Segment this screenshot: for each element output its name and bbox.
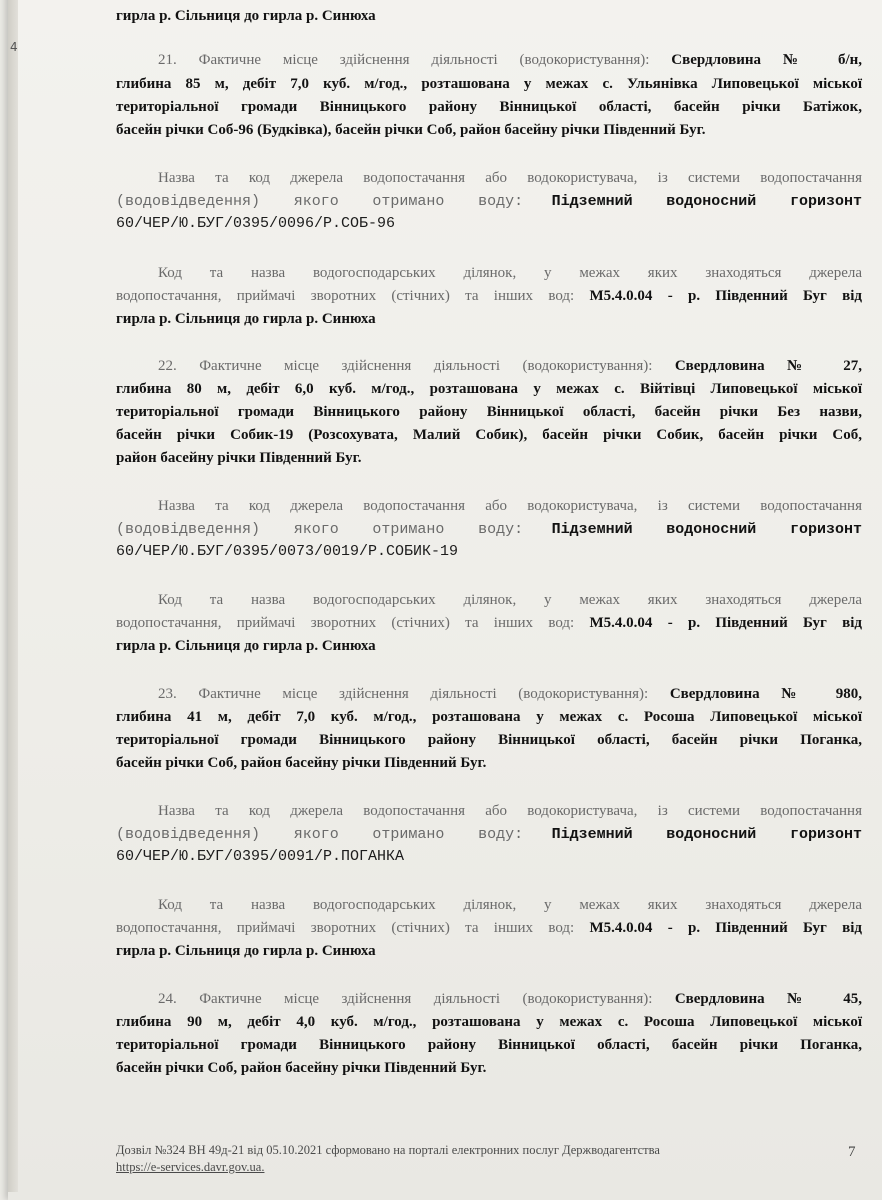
entry-24-line-3: територіальної громади Вінницького району Вінницької області, басейн річки Поганка,	[116, 1037, 862, 1053]
top-line: гирла р. Сільниця до гирла р. Синюха	[116, 8, 376, 24]
footer-permit-text: Дозвіл №324 ВН 49д-21 від 05.10.2021 сформовано на порталі електронних послуг Держводагентства	[116, 1143, 660, 1157]
entry-22-code-2: водопостачання, приймачі зворотних (стічних) та інших вод: М5.4.0.04 - р. Південний Буг від	[116, 615, 863, 631]
entry-23-code-3: гирла р. Сільниця до гирла р. Синюха	[116, 943, 376, 959]
entry-24-line-2: глибина 90 м, дебіт 4,0 куб. м/год., розташована у межах с. Росоша Липовецької міської	[116, 1014, 862, 1030]
page-edge-shadow	[8, 0, 18, 1192]
entry-22-source-1: Назва та код джерела водопостачання або водокористувача, із системи водопостачання	[158, 498, 862, 514]
entry-23-source-1: Назва та код джерела водопостачання або водокористувача, із системи водопостачання	[158, 803, 862, 819]
entry-23-line-2: глибина 41 м, дебіт 7,0 куб. м/год., розташована у межах с. Росоша Липовецької міської	[116, 709, 862, 725]
entry-21-line-4: басейн річки Соб-96 (Будківка), басейн річки Соб, район басейну річки Південний Буг.	[116, 122, 706, 138]
entry-21-code-1: Код та назва водогосподарських ділянок, у межах яких знаходяться джерела	[158, 265, 862, 281]
entry-22-line-3: територіальної громади Вінницького району Вінницької області, басейн річки Без назви,	[116, 404, 862, 420]
entry-23-source-3: 60/ЧЕР/Ю.БУГ/0395/0091/Р.ПОГАНКА	[116, 848, 405, 865]
entry-21-source-3: 60/ЧЕР/Ю.БУГ/0395/0096/Р.СОБ-96	[116, 215, 396, 232]
entry-22-line-4: басейн річки Собик-19 (Розсохувата, Малий Собик), басейн річки Собик, басейн річки Соб,	[116, 427, 862, 443]
margin-mark: 4	[10, 40, 18, 54]
document-page	[8, 0, 882, 1200]
footer-link[interactable]: https://e-services.davr.gov.ua.	[116, 1160, 265, 1174]
entry-21-line-2: глибина 85 м, дебіт 7,0 куб. м/год., розташована у межах с. Ульянівка Липовецької міської	[116, 76, 862, 92]
entry-22-code-1: Код та назва водогосподарських ділянок, у межах яких знаходяться джерела	[158, 592, 862, 608]
entry-23-line-3: територіальної громади Вінницького району Вінницької області, басейн річки Поганка,	[116, 732, 862, 748]
entry-23-code-2: водопостачання, приймачі зворотних (стічних) та інших вод: М5.4.0.04 - р. Південний Буг від	[116, 920, 863, 936]
footer-link-wrap	[116, 1159, 264, 1175]
entry-24-line-4: басейн річки Соб, район басейну річки Південний Буг.	[116, 1060, 487, 1076]
entry-22-line-2: глибина 80 м, дебіт 6,0 куб. м/год., розташована у межах с. Війтівці Липовецької міської	[116, 381, 862, 397]
entry-21-code-2: водопостачання, приймачі зворотних (стічних) та інших вод: М5.4.0.04 - р. Південний Буг від	[116, 288, 863, 304]
entry-23-line-4: басейн річки Соб, район басейну річки Південний Буг.	[116, 755, 487, 771]
page-number: 7	[848, 1144, 856, 1160]
entry-22-line-5: район басейну річки Південний Буг.	[116, 450, 362, 466]
entry-22-code-3: гирла р. Сільниця до гирла р. Синюха	[116, 638, 376, 654]
entry-22-line-1: 22. Фактичне місце здійснення діяльності (водокористування): Свердловина № 27,	[158, 358, 863, 374]
entry-22-source-2: (водовідведення) якого отримано воду: Підземний водоносний горизонт	[116, 521, 863, 538]
entry-21-code-3: гирла р. Сільниця до гирла р. Синюха	[116, 311, 376, 327]
entry-21-line-3: територіальної громади Вінницького району Вінницької області, басейн річки Батіжок,	[116, 99, 862, 115]
entry-21-source-1: Назва та код джерела водопостачання або водокористувача, із системи водопостачання	[158, 170, 862, 186]
entry-24-line-1: 24. Фактичне місце здійснення діяльності (водокористування): Свердловина № 45,	[158, 991, 863, 1007]
entry-23-source-2: (водовідведення) якого отримано воду: Підземний водоносний горизонт	[116, 826, 863, 843]
entry-21-line-1: 21. Фактичне місце здійснення діяльності (водокористування): Свердловина № б/н,	[158, 52, 862, 68]
entry-23-line-1: 23. Фактичне місце здійснення діяльності (водокористування): Свердловина № 980,	[158, 686, 863, 702]
entry-22-source-3: 60/ЧЕР/Ю.БУГ/0395/0073/0019/Р.СОБИК-19	[116, 543, 459, 560]
entry-21-source-2: (водовідведення) якого отримано воду: Підземний водоносний горизонт	[116, 193, 863, 210]
entry-23-code-1: Код та назва водогосподарських ділянок, у межах яких знаходяться джерела	[158, 897, 862, 913]
